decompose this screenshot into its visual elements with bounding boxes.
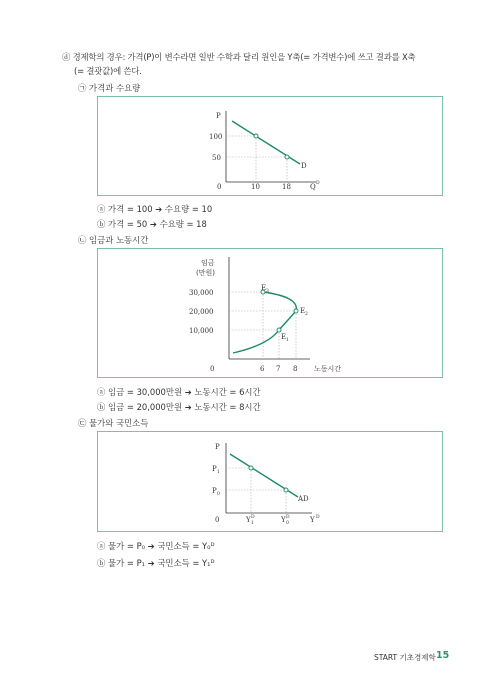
- item-marker: ⓑ: [97, 558, 106, 568]
- footer-book-title: START 기초경제학: [374, 653, 436, 662]
- x-axis-label: Q: [310, 183, 316, 191]
- origin-label: 0: [217, 183, 222, 191]
- y-axis-label: P: [215, 443, 220, 451]
- origin-label: 0: [210, 365, 215, 373]
- item-2a: [97, 386, 261, 398]
- y-tick-100: 100: [209, 133, 223, 141]
- point-e1: [277, 328, 281, 332]
- item-text: 가격 = 50 ➔ 수요량 = 18: [108, 219, 207, 229]
- section-heading-price-income: ㉢ 물가와 국민소득: [78, 418, 149, 428]
- y-tick-10000: 10,000: [189, 327, 214, 335]
- section-heading-price-demand: ㉠ 가격과 수요량: [78, 83, 141, 93]
- x-axis-sup: D: [316, 515, 320, 520]
- intro-line-2: (= 결괏값)에 쓴다.: [74, 66, 142, 76]
- chart-box-labor: [97, 248, 443, 378]
- label-e1: E: [281, 333, 287, 341]
- item-1a: [97, 203, 212, 215]
- x-tick-8: 8: [293, 365, 298, 373]
- y-tick-20000: 20,000: [189, 308, 214, 316]
- x-tick-y0: Y: [281, 516, 286, 524]
- item-text: 임금 = 30,000만원 ➔ 노동시간 = 6시간: [108, 387, 261, 397]
- label-e2-sub: 2: [305, 312, 308, 317]
- item-marker: ⓐ: [97, 204, 106, 214]
- item-text: 물가 = P₁ ➔ 국민소득 = Y₁ᴰ: [108, 558, 215, 568]
- label-e2: E: [300, 307, 306, 315]
- label-e1-sub: 1: [286, 338, 289, 343]
- y-tick-50: 50: [212, 154, 221, 162]
- y-tick-p0-sub: 0: [217, 492, 220, 497]
- item-text: 가격 = 100 ➔ 수요량 = 10: [108, 204, 213, 214]
- item-1b: [97, 218, 207, 230]
- intro-paragraph: [62, 50, 462, 78]
- x-tick-7: 7: [276, 365, 281, 373]
- curve-label-ad: AD: [298, 495, 309, 503]
- section-heading-wage-labor: ㉡ 임금과 노동시간: [78, 235, 149, 245]
- y-tick-30000: 30,000: [189, 289, 214, 297]
- item-marker: ⓑ: [97, 402, 106, 412]
- x-tick-10: 10: [251, 183, 260, 191]
- y-axis-label-2: (만원): [196, 269, 215, 277]
- y-tick-p1-sub: 1: [217, 470, 220, 475]
- y-axis-label-1: 임금: [201, 259, 215, 267]
- point-b: [285, 155, 289, 159]
- item-text: 임금 = 20,000만원 ➔ 노동시간 = 8시간: [108, 402, 261, 412]
- y-axis-label: P: [216, 112, 221, 120]
- item-2b: [97, 401, 261, 413]
- y-tick-p0: P: [212, 487, 217, 495]
- item-text: 물가 = P₀ ➔ 국민소득 = Y₀ᴰ: [108, 541, 215, 551]
- label-e3: E: [261, 284, 267, 292]
- item-marker: ⓐ: [97, 387, 106, 397]
- x-tick-y1-sub: 1: [251, 521, 254, 526]
- x-tick-y0-sup: D: [286, 515, 290, 520]
- item-3b: [97, 557, 215, 569]
- point-b: [284, 488, 288, 492]
- curve-label-d: D: [301, 162, 307, 170]
- x-tick-18: 18: [282, 183, 291, 191]
- point-a: [254, 134, 258, 138]
- y-tick-p1: P: [212, 465, 217, 473]
- page-number: 15: [436, 650, 450, 661]
- chart-box-demand: [97, 96, 443, 196]
- item-marker: ⓑ: [97, 219, 106, 229]
- intro-line-1: 경제학의 경우: 가격(P)이 변수라면 일반 수학과 달리 원인을 Y축(= 가격변수)에 쓰고 결과를 X축: [72, 52, 416, 62]
- label-e3-sub: 3: [266, 289, 269, 294]
- x-tick-y1-sup: D: [251, 515, 255, 520]
- labor-chart: [98, 249, 442, 377]
- point-a: [249, 466, 253, 470]
- x-tick-y0-sub: 0: [286, 521, 289, 526]
- ad-chart: [98, 432, 442, 531]
- origin-label: 0: [215, 516, 220, 524]
- point-e2: [294, 309, 298, 313]
- labor-supply-curve: [233, 292, 296, 353]
- item-3a: [97, 540, 215, 552]
- x-tick-6: 6: [260, 365, 265, 373]
- demand-curve: [232, 121, 300, 164]
- item-marker: ⓐ: [97, 541, 106, 551]
- x-axis-label: Y: [310, 516, 315, 524]
- demand-chart: [98, 97, 442, 195]
- x-tick-y1: Y: [246, 516, 251, 524]
- x-axis-label: 노동시간: [314, 365, 342, 373]
- x-axis-sup: D: [316, 181, 320, 186]
- chart-box-ad: [97, 431, 443, 532]
- intro-marker: ⓓ: [62, 52, 71, 62]
